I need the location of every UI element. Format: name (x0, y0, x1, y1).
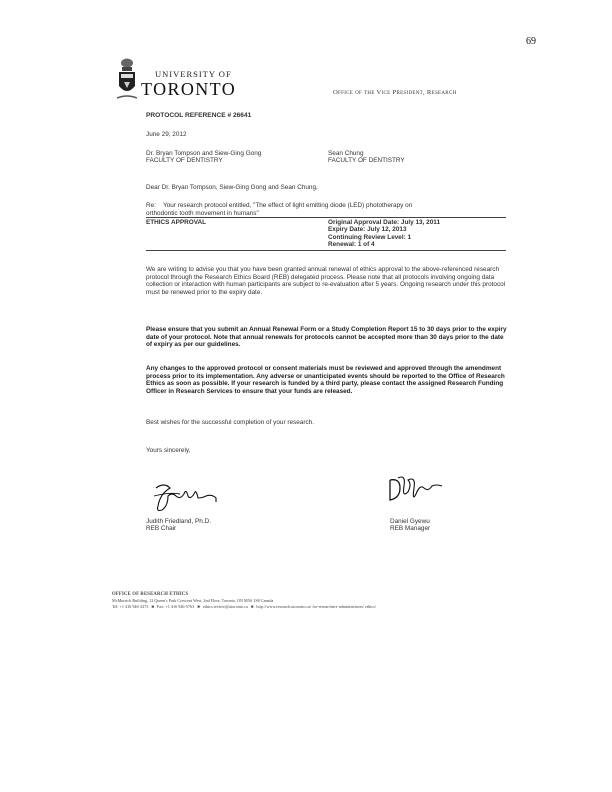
signatories (146, 518, 430, 533)
paragraph-renewal-granted: We are writing to advise you that you have been granted annual renewal of ethics approval to the above-referenced research protocol through the Research Ethics Board (REB) delegated process. Please note that all protocols involving ongoing data collection or interaction with human participants are subject to re-evaluation after 5 years. Ongoing research under this protocol must be renewed prior to the expiry date. (146, 266, 506, 297)
office-vp-research: Office of the Vice President, Research (333, 89, 457, 96)
page-number: 69 (526, 36, 536, 47)
approval-details (328, 219, 508, 249)
letter-date: June 29, 2012 (146, 131, 187, 138)
re-line (146, 202, 506, 217)
signatory-manager (390, 518, 430, 533)
university-of-text: UNIVERSITY OF (155, 69, 232, 79)
re-line-2: orthodontic tooth movement in humans" (146, 209, 259, 217)
paragraph-best-wishes: Best wishes for the successful completion of your research. (146, 419, 315, 426)
ethics-approval-section (146, 219, 508, 249)
letterhead (117, 58, 507, 103)
signature-daniel-gyewu-icon (386, 472, 446, 506)
toronto-text: TORONTO (141, 79, 237, 99)
signature-judith-friedland-icon (150, 482, 222, 514)
ethics-approval-heading: ETHICS APPROVAL (146, 219, 207, 226)
closing: Yours sincerely, (146, 447, 191, 454)
signatory-chair (146, 518, 390, 533)
re-line-1: Your research protocol entitled, "The effect of light emitting diode (LED) phototherapy on (163, 202, 413, 209)
bullet-icon: ■ (250, 604, 254, 609)
footer-tel: Tel: +1 416 946-3273 (112, 604, 149, 609)
footer-contact (112, 604, 376, 610)
recipient-right-faculty: FACULTY OF DENTISTRY (328, 157, 405, 165)
recipients (146, 150, 508, 165)
review-level: Continuing Review Level: 1 (328, 233, 412, 241)
recipient-right (328, 150, 508, 165)
protocol-reference: PROTOCOL REFERENCE # 26641 (146, 112, 252, 119)
signatory-chair-name: Judith Friedland, Ph.D. (146, 518, 212, 525)
recipient-left (146, 150, 328, 165)
recipient-left-faculty: FACULTY OF DENTISTRY (146, 157, 223, 165)
bullet-icon: ■ (151, 604, 154, 609)
signatory-manager-title: REB Manager (390, 525, 431, 533)
signatory-manager-name: Daniel Gyewu (390, 518, 430, 525)
expiry-date: Expiry Date: July 12, 2013 (328, 226, 407, 234)
paragraph-renewal-instructions: Please ensure that you submit an Annual Renewal Form or a Study Completion Report 15 to 30 days prior to the expiry date of your protocol. Note that annual renewals for protocols cannot be accepted more than 30 days prior to the date of expiry as per our guidelines. (146, 326, 507, 349)
recipient-left-name: Dr. Bryan Tompson and Siew-Ging Gong (146, 150, 262, 157)
re-label: Re: (146, 202, 156, 209)
signatory-chair-title: REB Chair (146, 525, 177, 533)
bullet-icon: ■ (197, 604, 200, 609)
footer-address: McMurrich Building, 12 Queen's Park Crescent West, 2nd Floor, Toronto, ON M5S 1S8 Canada (112, 598, 274, 603)
original-approval-date: Original Approval Date: July 13, 2011 (328, 219, 440, 226)
recipient-right-name: Sean Chung (328, 150, 364, 157)
salutation: Dear Dr. Bryan Tompson, Siew-Ging Gong and Sean Chung, (146, 184, 318, 191)
paragraph-changes-policy: Any changes to the approved protocol or consent materials must be reviewed and approved through the amendment process prior to its implementation. Any adverse or unanticipated events should be reported to the Office of Research Ethics as soon as possible. If your research is funded by a third party, please contact the assigned Research Funding Officer in Research Services to ensure that your funds are released. (146, 365, 505, 396)
footer-email[interactable]: ethics.review@utoronto.ca (202, 604, 248, 609)
university-crest-icon (117, 58, 137, 102)
renewal-count: Renewal: 1 of 4 (328, 241, 375, 249)
footer-fax: Fax: +1 416 946-5763 (156, 604, 195, 609)
footer-web[interactable]: http://www.research.utoronto.ca/ for-researchers-administrators/ ethics/ (256, 604, 376, 609)
rule-bottom (146, 250, 506, 251)
rule-top (146, 217, 506, 218)
footer-office-title: OFFICE OF RESEARCH ETHICS (112, 592, 189, 597)
footer (112, 592, 376, 610)
